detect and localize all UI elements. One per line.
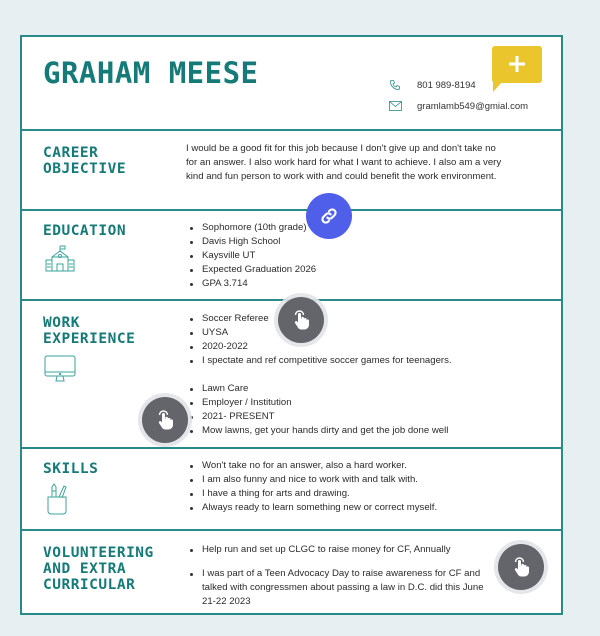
phone-number: 801 989-8194: [417, 79, 476, 91]
list-item: Employer / Institution: [186, 396, 452, 410]
education-list: [186, 221, 316, 291]
list-item: UYSA: [186, 326, 452, 340]
list-item: Sophomore (10th grade): [186, 221, 316, 235]
list-item: I spectate and ref competitive soccer games for teenagers.: [186, 354, 452, 368]
title-line: CAREER: [43, 145, 99, 161]
tap-button[interactable]: [498, 544, 544, 590]
section-body: [186, 221, 316, 291]
list-item: Lawn Care: [186, 382, 452, 396]
school-icon: [44, 245, 76, 278]
resume-header: [22, 37, 561, 129]
resume-name: GRAHAM MEESE: [43, 56, 259, 90]
list-item: 2020-2022: [186, 340, 452, 354]
list-item: Mow lawns, get your hands dirty and get the job done well: [186, 424, 452, 438]
email-address[interactable]: gramlamb549@gmial.com: [417, 100, 529, 112]
section-title: EDUCATION: [43, 223, 127, 239]
add-comment-button[interactable]: [492, 46, 542, 83]
list-item: Davis High School: [186, 235, 316, 249]
list-item: Expected Graduation 2026: [186, 263, 316, 277]
section-body: [186, 459, 437, 515]
tap-button[interactable]: [142, 397, 188, 443]
section-title: SKILLS: [43, 461, 99, 477]
list-item: GPA 3.714: [186, 277, 316, 291]
title-line: AND EXTRA: [43, 561, 127, 577]
list-item: Won't take no for an answer, also a hard worker.: [186, 459, 437, 473]
monitor-icon: [44, 355, 76, 388]
skills-list: [186, 459, 437, 515]
list-item: I was part of a Teen Advocacy Day to raise awareness for CF and talked with congressmen about passing a law in D.C. did this June 21-22 2023: [186, 567, 491, 609]
section-title: [43, 145, 126, 177]
envelope-icon: [388, 100, 402, 112]
tap-hand-icon: [512, 557, 530, 577]
title-line: CURRICULAR: [43, 577, 136, 593]
title-line: VOLUNTEERING: [43, 545, 154, 561]
tap-button[interactable]: [278, 297, 324, 343]
pencil-cup-icon: [46, 483, 70, 520]
link-button[interactable]: [306, 193, 352, 239]
list-item: Soccer Referee: [186, 312, 452, 326]
title-line: EXPERIENCE: [43, 331, 136, 347]
section-body: [186, 543, 491, 609]
list-item: 2021- PRESENT: [186, 410, 452, 424]
contact-phone: [388, 79, 476, 91]
list-item: I am also funny and nice to work with and talk with.: [186, 473, 437, 487]
section-body: [186, 142, 506, 184]
tap-hand-icon: [292, 310, 310, 330]
section-career-objective: [22, 129, 561, 209]
section-title: [43, 545, 154, 593]
title-line: WORK: [43, 315, 80, 331]
tap-hand-icon: [156, 410, 174, 430]
section-title: [43, 315, 135, 347]
volunteering-list: [186, 543, 491, 609]
job-list-lawn: [186, 382, 452, 438]
list-item: I have a thing for arts and drawing.: [186, 487, 437, 501]
title-line: OBJECTIVE: [43, 161, 127, 177]
list-item: Kaysville UT: [186, 249, 316, 263]
list-item: Help run and set up CLGC to raise money for CF, Annually: [186, 543, 491, 557]
plus-icon: [508, 55, 526, 73]
section-skills: [22, 447, 561, 529]
contact-email: [388, 100, 528, 112]
section-volunteering: [22, 529, 561, 613]
section-education: [22, 209, 561, 299]
career-objective-text: I would be a good fit for this job because I don't give up and don't take no for an answer. I also work hard for what I want to achieve. I also am a very kind and fun person to work with and could benefit the work environment.: [186, 143, 502, 182]
link-icon: [319, 206, 339, 226]
list-item: Always ready to learn something new or correct myself.: [186, 501, 437, 515]
phone-icon: [388, 79, 402, 91]
